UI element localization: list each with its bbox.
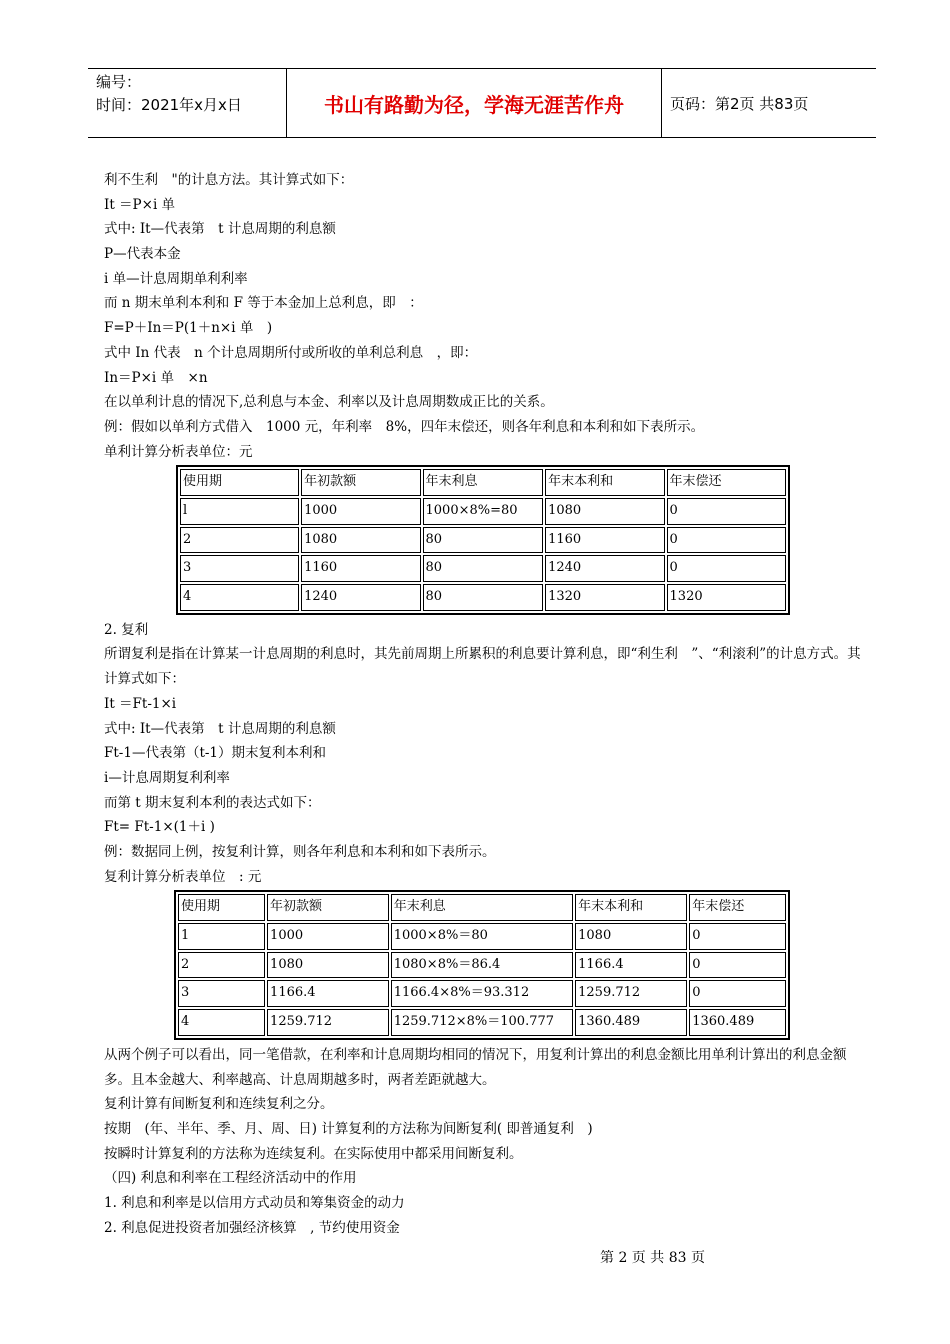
table-cell: 1360.489 bbox=[689, 1009, 786, 1036]
table-row bbox=[178, 952, 786, 979]
body-line: 式中: It—代表第 t 计息周期的利息额 bbox=[104, 720, 336, 737]
table-cell: l bbox=[180, 498, 299, 525]
table-header-row bbox=[180, 469, 786, 496]
body-line: i—计息周期复利利率 bbox=[104, 769, 230, 786]
table-cell: 4 bbox=[180, 584, 299, 611]
table-header-cell: 年末偿还 bbox=[689, 894, 786, 921]
table-cell: 2 bbox=[178, 952, 265, 979]
table-cell: 1080 bbox=[545, 498, 664, 525]
table-header-cell: 使用期 bbox=[180, 469, 299, 496]
table-header-cell: 年初款额 bbox=[301, 469, 420, 496]
table-cell: 1320 bbox=[667, 584, 786, 611]
table-row bbox=[178, 923, 786, 950]
table-cell: 0 bbox=[667, 498, 786, 525]
table-header-cell: 年末利息 bbox=[391, 894, 573, 921]
table-cell: 1259.712×8%＝100.777 bbox=[391, 1009, 573, 1036]
table-cell: 3 bbox=[180, 555, 299, 582]
body-line: In＝P×i 单 ×n bbox=[104, 369, 208, 386]
table-header-cell: 年末利息 bbox=[423, 469, 544, 496]
table-cell: 1080 bbox=[575, 923, 687, 950]
table-cell: 1320 bbox=[545, 584, 664, 611]
body-line: 按期 (年、半年、季、月、周、日) 计算复利的方法称为间断复利( 即普通复利 ) bbox=[104, 1120, 593, 1137]
table-cell: 0 bbox=[689, 980, 786, 1007]
header-motto: 书山有路勤为径，学海无涯苦作舟 bbox=[287, 69, 662, 137]
table-cell: 0 bbox=[689, 923, 786, 950]
body-line: F=P＋In＝P(1＋n×i 单 ) bbox=[104, 320, 273, 337]
table-row bbox=[180, 555, 786, 582]
body-line: 式中 In 代表 n 个计息周期所付或所收的单利总利息 ，即： bbox=[104, 344, 478, 361]
table-cell: 0 bbox=[689, 952, 786, 979]
body-line: 而第 t 期末复利本利的表达式如下： bbox=[104, 794, 321, 811]
table-cell: 80 bbox=[423, 555, 544, 582]
header-page-info: 页码：第2页 共83页 bbox=[670, 94, 809, 113]
table-header-row bbox=[178, 894, 786, 921]
table-cell: 1080 bbox=[301, 527, 420, 554]
body-line: 复利计算分析表单位 : 元 bbox=[104, 868, 262, 885]
table-row bbox=[178, 980, 786, 1007]
table-cell: 1000×8%＝80 bbox=[391, 923, 573, 950]
table-cell: 1166.4 bbox=[575, 952, 687, 979]
body-line: P—代表本金 bbox=[104, 246, 181, 263]
page-header bbox=[88, 68, 876, 138]
table-cell: 1080 bbox=[267, 952, 389, 979]
body-line: It ＝P×i 单 bbox=[104, 196, 176, 213]
table-cell: 1 bbox=[178, 923, 265, 950]
table-cell: 1000×8%=80 bbox=[423, 498, 544, 525]
body-line: 复利计算有间断复利和连续复利之分。 bbox=[104, 1096, 334, 1113]
body-paragraph: 从两个例子可以看出，同一笔借款，在利率和计息周期均相同的情况下，用复利计算出的利息金额比用单利计算出的利息金额多。且本金越大、利率越高、计息周期越多时，两者差距就越大。 bbox=[104, 1046, 847, 1088]
body-line: （四) 利息和利率在工程经济活动中的作用 bbox=[104, 1170, 357, 1187]
table-cell: 4 bbox=[178, 1009, 265, 1036]
table-header-cell: 年末本利和 bbox=[545, 469, 664, 496]
body-line: 按瞬时计算复利的方法称为连续复利。在实际使用中都采用间断复利。 bbox=[104, 1145, 523, 1162]
body-line: 2. 复利 bbox=[104, 621, 149, 638]
simple-interest-table bbox=[176, 465, 790, 615]
table-cell: 1080×8%＝86.4 bbox=[391, 952, 573, 979]
body-line: i 单—计息周期单利利率 bbox=[104, 270, 248, 287]
body-line: 2. 利息促进投资者加强经济核算 , 节约使用资金 bbox=[104, 1219, 400, 1236]
body-line: 例：假如以单利方式借入 1000 元，年利率 8%，四年末偿还，则各年利息和本利和如下表所示。 bbox=[104, 418, 705, 435]
body-line: Ft-1—代表第（t-1）期末复利本利和 bbox=[104, 745, 327, 762]
body-line: 而 n 期末单利本利和 F 等于本金加上总利息，即 ： bbox=[104, 295, 423, 312]
table-cell: 0 bbox=[667, 527, 786, 554]
compound-interest-table bbox=[174, 890, 790, 1040]
table-cell: 3 bbox=[178, 980, 265, 1007]
table-header-cell: 年末偿还 bbox=[667, 469, 786, 496]
table-cell: 1259.712 bbox=[575, 980, 687, 1007]
table-header-cell: 使用期 bbox=[178, 894, 265, 921]
body-line: 1. 利息和利率是以信用方式动员和筹集资金的动力 bbox=[104, 1195, 405, 1212]
doc-number-label: 编号： bbox=[96, 73, 142, 91]
table-cell: 1000 bbox=[301, 498, 420, 525]
header-meta bbox=[88, 69, 287, 137]
table-cell: 80 bbox=[423, 527, 544, 554]
table-row bbox=[178, 1009, 786, 1036]
table-row bbox=[180, 584, 786, 611]
table-cell: 1000 bbox=[267, 923, 389, 950]
body-line: Ft= Ft-1×(1＋i ) bbox=[104, 819, 215, 836]
table-cell: 0 bbox=[667, 555, 786, 582]
table-row bbox=[180, 498, 786, 525]
table-header-cell: 年初款额 bbox=[267, 894, 389, 921]
page-footer: 第 2 页 共 83 页 bbox=[600, 1250, 705, 1266]
table-header-cell: 年末本利和 bbox=[575, 894, 687, 921]
table-cell: 1166.4×8%＝93.312 bbox=[391, 980, 573, 1007]
doc-date-label: 时间：2021年x月x日 bbox=[96, 96, 242, 114]
body-line: 利不生利 "的计息方法。其计算式如下： bbox=[104, 172, 354, 188]
body-line: 在以单利计息的情况下,总利息与本金、利率以及计息周期数成正比的关系。 bbox=[104, 394, 554, 411]
document-body bbox=[104, 168, 864, 1240]
table-cell: 1166.4 bbox=[267, 980, 389, 1007]
body-paragraph: 所谓复利是指在计算某一计息周期的利息时，其先前周期上所累积的利息要计算利息，即“利生利 ”、“利滚利”的计息方式。其计算式如下： bbox=[104, 646, 861, 688]
table-row bbox=[180, 527, 786, 554]
body-line: 例：数据同上例，按复利计算，则各年利息和本利和如下表所示。 bbox=[104, 843, 496, 860]
table-cell: 1240 bbox=[301, 584, 420, 611]
body-line: 式中: It—代表第 t 计息周期的利息额 bbox=[104, 221, 336, 238]
table-cell: 1240 bbox=[545, 555, 664, 582]
table-cell: 1160 bbox=[301, 555, 420, 582]
table-cell: 1259.712 bbox=[267, 1009, 389, 1036]
table-cell: 1160 bbox=[545, 527, 664, 554]
table-cell: 2 bbox=[180, 527, 299, 554]
body-line: It ＝Ft-1×i bbox=[104, 695, 177, 712]
table-cell: 1360.489 bbox=[575, 1009, 687, 1036]
table-cell: 80 bbox=[423, 584, 544, 611]
body-line: 单利计算分析表单位：元 bbox=[104, 443, 253, 460]
